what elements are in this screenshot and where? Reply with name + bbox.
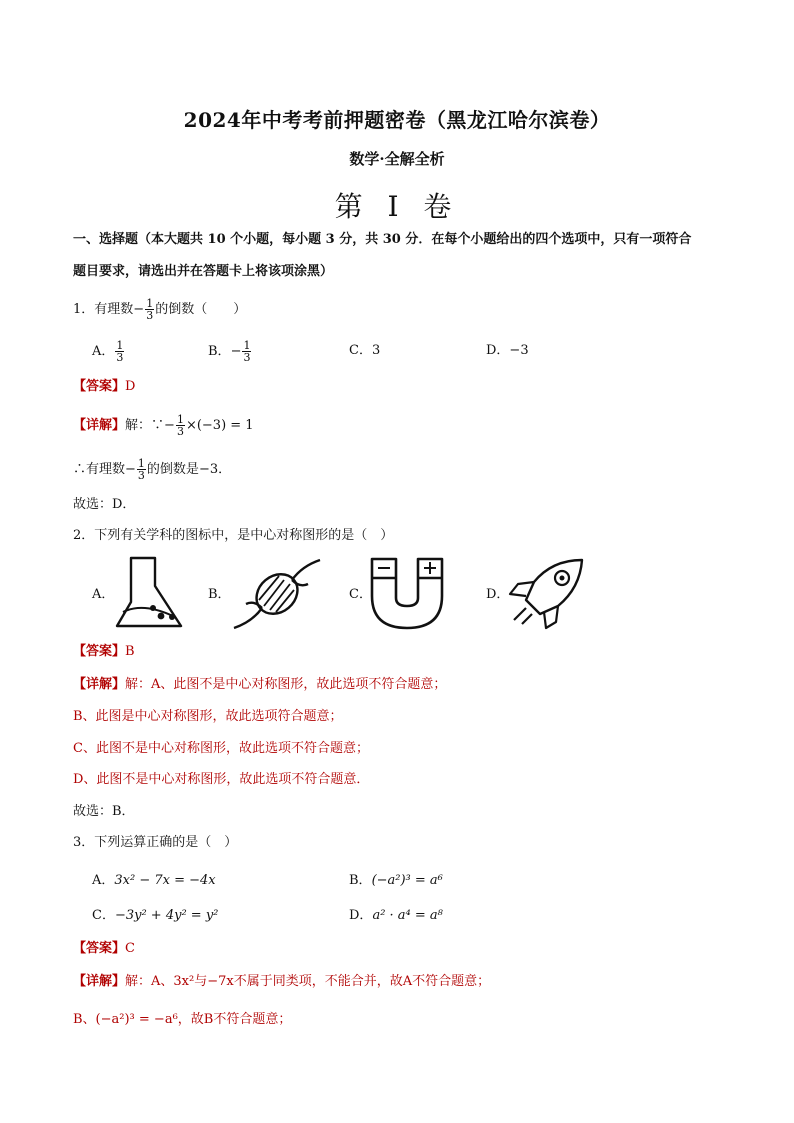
q2-answer-value: B — [125, 644, 135, 659]
q1-fraction-num: 1 — [146, 297, 154, 310]
q2-option-b-label: B． — [208, 587, 231, 602]
question-3-stem: 3．下列运算正确的是（ ） — [73, 835, 238, 850]
q3-option-b — [349, 872, 443, 889]
q3-answer-value: C — [125, 941, 135, 956]
q2-answer — [73, 643, 135, 660]
q1-option-c: C．3 — [349, 343, 381, 358]
q1-option-b-fraction — [242, 340, 251, 363]
question-2-stem: 2．下列有关学科的图标中，是中心对称图形的是（ ） — [73, 528, 394, 543]
q1-option-a-label: A． — [92, 344, 115, 359]
q1-detail-fraction — [176, 414, 185, 437]
q1-option-a-fraction — [115, 340, 124, 363]
q3-option-c — [92, 907, 218, 924]
q1-option-a-den: 3 — [116, 351, 124, 364]
q1-detail-neg: − — [164, 418, 175, 433]
section-instructions-line1: 一、选择题（本大题共 10 个小题，每小题 3 分，共 30 分．在每个小题给出的四个选项中，只有一项符合 — [73, 232, 692, 247]
q3-option-a — [92, 872, 216, 889]
q1-option-b — [208, 340, 252, 363]
q3-detail-line2: B、(−a²)³ = −a⁶，故B不符合题意； — [73, 1012, 292, 1027]
q2-detail-line1 — [73, 676, 446, 693]
q3-answer-tag: 【答案】 — [73, 941, 126, 956]
q1-option-a-num: 1 — [116, 339, 124, 352]
q1-conclusion-mid: 的倒数是 — [146, 462, 199, 477]
q2-option-a-label: A． — [92, 587, 115, 602]
q1-conclusion-fraction — [137, 458, 146, 481]
document-title: 2024年中考考前押题密卷（黑龙江哈尔滨卷） — [183, 108, 611, 132]
q1-fraction — [145, 298, 154, 321]
q3-option-d-expr: a² · a⁴ = a⁸ — [372, 908, 443, 923]
q1-detail-den: 3 — [176, 425, 184, 438]
section-instructions-line2: 题目要求，请选出并在答题卡上将该项涂黑） — [73, 264, 334, 279]
dna-helix-icon — [232, 556, 322, 632]
q2-option-c-label: C． — [349, 587, 372, 602]
q1-conclusion-prefix: ∴有理数 — [73, 462, 126, 477]
q1-conclusion-neg: − — [125, 462, 136, 477]
q1-neg-sign: − — [133, 302, 145, 317]
volume-heading: 第 I 卷 — [334, 190, 460, 223]
q2-detail-tag: 【详解】 — [73, 677, 126, 692]
q3-detail-line1 — [73, 973, 490, 990]
q2-option-d-label: D． — [486, 587, 510, 602]
q1-stem-suffix: 的倒数（ ） — [155, 302, 247, 317]
q3-detail-tag: 【详解】 — [73, 974, 126, 989]
q3-option-b-label: B． — [349, 873, 372, 888]
q3-option-c-expr: −3y² + 4y² = y² — [114, 908, 219, 923]
q3-option-b-expr: (−a²)³ = a⁶ — [371, 873, 443, 888]
question-1-stem — [73, 298, 246, 321]
q2-detail-line4: D、此图不是中心对称图形，故此选项不符合题意． — [73, 772, 370, 787]
q1-conclusion-num: 1 — [137, 457, 145, 470]
q1-detail-prefix: 解：∵ — [125, 418, 165, 433]
q1-answer-value: D — [125, 379, 136, 394]
q1-option-d: D．−3 — [486, 343, 529, 358]
q3-answer — [73, 940, 135, 957]
document-subtitle: 数学·全解全析 — [349, 150, 445, 168]
q1-option-a — [92, 340, 125, 363]
magnet-icon — [369, 556, 445, 630]
q1-option-b-num: 1 — [243, 339, 251, 352]
q2-detail-line3: C、此图不是中心对称图形，故此选项不符合题意； — [73, 741, 369, 756]
q1-option-b-neg: − — [230, 344, 242, 359]
q3-option-c-label: C． — [92, 908, 115, 923]
q2-detail-text1: 解：A、此图不是中心对称图形，故此选项不符合题意； — [125, 677, 447, 692]
q1-fraction-den: 3 — [146, 309, 154, 322]
q1-option-b-den: 3 — [243, 351, 251, 364]
q1-stem-prefix: 1．有理数 — [73, 302, 134, 317]
q2-detail-line2: B、此图是中心对称图形，故此选项符合题意； — [73, 709, 343, 724]
q2-answer-tag: 【答案】 — [73, 644, 126, 659]
q1-detail-suffix: ×(−3) = 1 — [185, 418, 254, 433]
q3-option-d-label: D． — [349, 908, 373, 923]
q1-detail — [73, 414, 254, 437]
q3-option-a-label: A． — [92, 873, 115, 888]
q1-option-b-label: B． — [208, 344, 231, 359]
q3-option-a-expr: 3x² − 7x = −4x — [114, 873, 216, 888]
q1-conclusion — [73, 458, 231, 481]
q1-detail-tag: 【详解】 — [73, 418, 126, 433]
q1-conclusion-end: −3． — [198, 462, 232, 477]
rocket-icon — [506, 556, 586, 630]
q1-choose: 故选：D． — [73, 497, 136, 512]
q1-answer — [73, 378, 135, 395]
q1-detail-num: 1 — [176, 413, 184, 426]
q2-choose: 故选：B． — [73, 804, 135, 819]
flask-icon — [113, 556, 185, 630]
q1-answer-tag: 【答案】 — [73, 379, 126, 394]
q1-conclusion-den: 3 — [137, 469, 145, 482]
q3-option-d — [349, 907, 443, 924]
q3-detail-text1: 解：A、3x²与−7x不属于同类项，不能合并，故A不符合题意； — [125, 974, 491, 989]
